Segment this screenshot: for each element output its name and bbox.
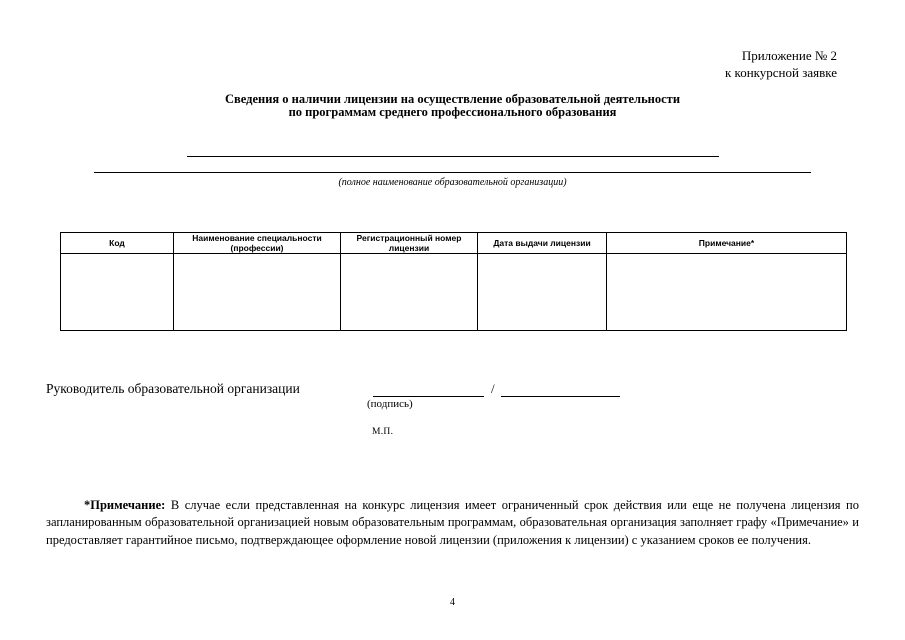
signature-label: Руководитель образовательной организации [46,381,300,396]
cell-issue-date[interactable] [478,254,607,331]
title-line-1: Сведения о наличии лицензии на осуществление образовательной деятельности [224,92,681,106]
cell-specialty-name[interactable] [174,254,341,331]
org-name-underline [94,172,811,173]
footnote-text: В случае если представленная на конкурс лицензия имеет ограниченный срок действия или еще не получена лицензия по запланированным образовательной организацией новым образовательным программам, образовательная организация заполняет графу «Примечание» и предоставляет гарантийное письмо, подтверждающее оформление новой лицензии (приложения к лицензии) с указанием сроков ее получения. [46,498,859,547]
footnote [46,497,859,549]
cell-registration-number[interactable] [341,254,478,331]
title-line-2: по программам среднего профессионального образования [288,105,617,119]
org-name-caption: (полное наименование образовательной организации) [338,177,567,188]
footnote-label: *Примечание: [84,498,166,512]
cell-code[interactable] [61,254,174,331]
table-row [61,254,847,331]
signature-caption: (подпись) [367,398,413,410]
document-title [0,93,905,119]
header-registration-number: Регистрационный номер лицензии [341,233,478,254]
cell-note[interactable] [607,254,847,331]
appendix-sublabel: к конкурсной заявке [724,65,837,80]
page-number: 4 [450,597,455,608]
license-table [60,232,847,331]
name-fill-line[interactable] [501,396,620,397]
stamp-place-label: М.П. [372,427,394,437]
signature-separator: / [491,381,495,396]
header-code: Код [61,233,174,254]
signature-fill-line[interactable] [373,396,484,397]
header-note: Примечание* [607,233,847,254]
header-issue-date: Дата выдачи лицензии [478,233,607,254]
header-specialty-name: Наименование специальности (профессии) [174,233,341,254]
table-header-row [61,233,847,254]
org-name-fill-line[interactable] [187,156,719,157]
appendix-label: Приложение № 2 [741,48,837,63]
